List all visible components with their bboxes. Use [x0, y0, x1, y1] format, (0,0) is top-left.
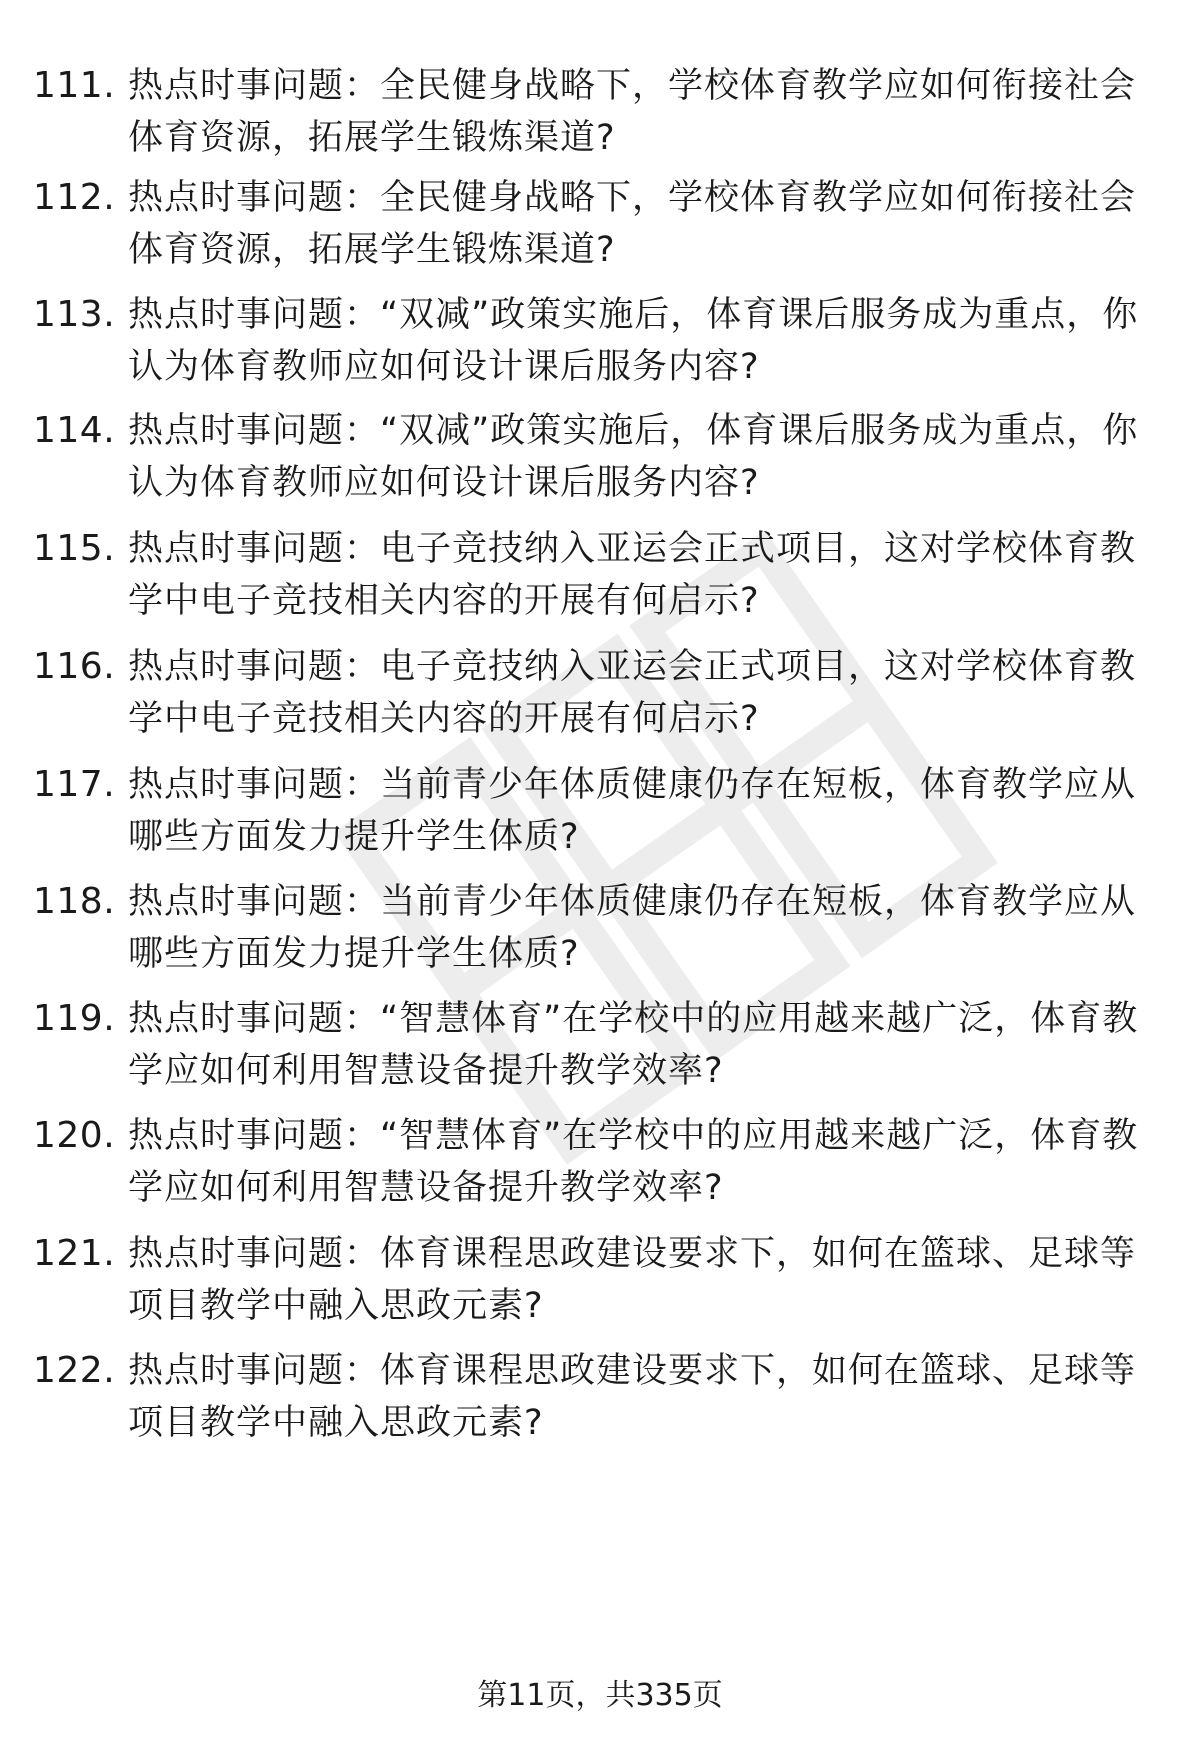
question-text: 热点时事问题：“双减”政策实施后，体育课后服务成为重点，你认为体育教师应如何设计课后服务内容? [128, 411, 1139, 503]
question-text: 热点时事问题：全民健身战略下，学校体育教学应如何衔接社会体育资源，拓展学生锻炼渠道? [128, 178, 1137, 270]
question-item [0, 641, 1200, 761]
question-text: 热点时事问题：当前青少年体质健康仍存在短板，体育教学应从哪些方面发力提升学生体质? [128, 882, 1137, 974]
question-text: 热点时事问题：全民健身战略下，学校体育教学应如何衔接社会体育资源，拓展学生锻炼渠道? [128, 66, 1137, 158]
question-item [0, 405, 1200, 525]
question-number: 115. [33, 528, 116, 569]
question-text: 热点时事问题：当前青少年体质健康仍存在短板，体育教学应从哪些方面发力提升学生体质? [128, 765, 1137, 857]
question-text: 热点时事问题：体育课程思政建设要求下，如何在篮球、足球等项目教学中融入思政元素? [128, 1234, 1137, 1326]
question-number: 117. [33, 764, 116, 805]
question-text: 热点时事问题：“智慧体育”在学校中的应用越来越广泛，体育教学应如何利用智慧设备提升教学效率? [128, 1116, 1139, 1208]
question-text: 热点时事问题：“智慧体育”在学校中的应用越来越广泛，体育教学应如何利用智慧设备提升教学效率? [128, 999, 1139, 1091]
question-text: 热点时事问题：体育课程思政建设要求下，如何在篮球、足球等项目教学中融入思政元素? [128, 1351, 1137, 1443]
question-number: 118. [33, 881, 116, 922]
question-text: 热点时事问题：“双减”政策实施后，体育课后服务成为重点，你认为体育教师应如何设计课后服务内容? [128, 295, 1139, 387]
question-item [0, 1345, 1200, 1465]
question-item [0, 1110, 1200, 1230]
question-item [0, 172, 1200, 292]
question-item [0, 523, 1200, 643]
question-item [0, 993, 1200, 1113]
page-footer: 第11页，共335页 [477, 1678, 723, 1713]
question-number: 112. [33, 177, 116, 218]
question-number: 121. [33, 1233, 116, 1274]
question-number: 120. [33, 1115, 116, 1156]
question-item [0, 289, 1200, 409]
question-number: 111. [33, 65, 116, 106]
question-number: 122. [33, 1350, 116, 1391]
question-item [0, 60, 1200, 180]
question-number: 116. [33, 646, 116, 687]
question-item [0, 759, 1200, 879]
question-item [0, 876, 1200, 996]
question-number: 114. [33, 410, 116, 451]
question-text: 热点时事问题：电子竞技纳入亚运会正式项目，这对学校体育教学中电子竞技相关内容的开展有何启示? [128, 647, 1137, 739]
question-text: 热点时事问题：电子竞技纳入亚运会正式项目，这对学校体育教学中电子竞技相关内容的开展有何启示? [128, 529, 1137, 621]
question-number: 119. [33, 998, 116, 1039]
question-item [0, 1228, 1200, 1348]
question-number: 113. [33, 294, 116, 335]
